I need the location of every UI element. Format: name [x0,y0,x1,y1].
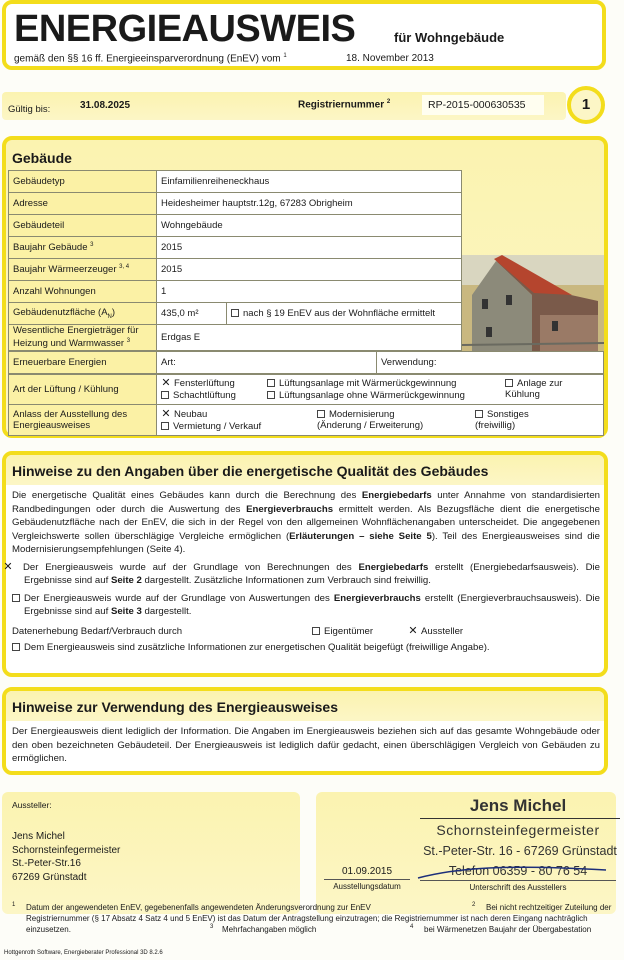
label-construction-year [9,237,157,259]
label-text: Wesentliche Energieträger für Heizung und Warmwasser [13,325,139,350]
renewables-type: Art: [157,352,377,374]
checkbox-icon [161,391,169,399]
value-construction-year: 2015 [157,237,462,259]
data-collection-row [12,622,600,640]
enev-reference [14,53,287,64]
label-heater-year [9,259,157,281]
option-consumption-certificate[interactable]: Der Energieausweis wurde auf der Grundlage von Auswertungen des Energieverbrauchs erstellt (Energieverbrauchsausweis). Die Ergebnisse sind auf Seite 3 dargestellt. [12,592,600,619]
building-photo-cell [462,171,605,351]
checked-x-icon: ✕ [408,624,418,637]
checkbox-icon [317,410,325,418]
option-label: Dem Energieausweis sind zusätzliche Informationen zur energetischen Qualität beigefügt (freiwillige Angabe). [24,641,490,653]
issue-date-label: Ausstellungsdatum [333,882,401,891]
label-building-type: Gebäudetyp [9,171,157,193]
stamp-phone: Telefon 06359 - 80 76 54 [448,864,588,878]
option-cooling[interactable] [505,378,585,400]
checked-x-icon: ✕ [3,560,13,573]
header-box [2,0,606,70]
checkbox-icon [505,379,513,387]
label-text: Baujahr Wärmeerzeuger [13,264,117,276]
issuer-label: Aussteller: [12,800,52,810]
label-text: ) [111,307,116,319]
checkbox-icon [267,391,275,399]
stamp-address: St.-Peter-Str. 16 - 67269 Grünstadt [423,844,617,858]
option-label: Fensterlüftung [174,378,235,389]
option-label: Neubau [174,409,208,420]
option-ventilation-without-recovery[interactable] [267,390,465,401]
value-apartments: 1 [157,281,462,303]
option-owner[interactable] [312,626,373,637]
option-extra-info[interactable] [12,642,600,653]
option-label: Lüftungsanlage mit Wärmerückgewinnung [279,378,457,389]
option-label: Aussteller [421,625,464,637]
footnote-4: bei Wärmenetzen Baujahr der Übergabestation [424,925,592,934]
quality-section [2,451,608,677]
validity-bar [2,92,566,120]
ventilation-options [157,375,604,405]
building-heading: Gebäude [12,150,72,166]
checkbox-icon [12,643,20,651]
building-photo [462,255,604,351]
issuer-street: St.-Peter-Str.16 [12,858,81,869]
data-collection-label: Datenerhebung Bedarf/Verbrauch durch [12,625,183,637]
option-window-ventilation[interactable] [161,378,235,389]
page-number-badge: 1 [567,86,605,124]
option-other[interactable] [475,409,545,431]
option-demand-certificate[interactable]: ✕ Der Energieausweis wurde auf der Grundlage von Berechnungen des Energiebedarfs erstellt (Energiebedarfsausweis). Die Ergebnisse sind auf Seite 2 dargestellt. Zusätzliche Informationen zum Verbrauch sind freiwillig. [3,560,600,586]
value-address: Heidesheimer hauptstr.12g, 67283 Obrigheim [157,193,462,215]
footnote-ref: 3 [90,241,94,248]
option-issuer[interactable] [408,624,463,637]
checkbox-icon [312,627,320,635]
option-label: Eigentümer [324,625,374,637]
option-new-building[interactable] [161,409,207,420]
enev-text: gemäß den §§ 16 ff. Energieeinsparverordnung (EnEV) vom [14,53,281,65]
value-heater-year: 2015 [157,259,462,281]
label-reason: Anlass der Ausstellung des Energieausweises [9,405,157,436]
label-building-part: Gebäudeteil [9,215,157,237]
label-apartments: Anzahl Wohnungen [9,281,157,303]
issuer-title: Schornsteinfegermeister [12,844,121,856]
checkbox-icon [231,309,239,317]
usage-text: Der Energieausweis dient lediglich der Information. Die Angaben im Energieausweis beziehen sich auf das gesamte Wohngebäude oder den oben bezeichneten Gebäudeteil. Der Energieausweis ist lediglich dafür gedacht, einen überschlägigen Vergleich von Gebäuden zu ermöglichen. [12,726,600,764]
issuer-address [12,830,120,884]
option-modernisation[interactable] [317,409,427,431]
registration-label-text: Registriernummer [298,99,385,111]
usage-section [2,687,608,775]
option-label: Lüftungsanlage ohne Wärmerückgewinnung [279,390,465,401]
option-label: Anlage zur Kühlung [505,378,563,400]
quality-intro: Die energetische Qualität eines Gebäudes kann durch die Berechnung des Energiebedarfs unter Annahme von standardisierten Randbedingungen oder durch die Auswertung des Energieverbrauchs ermittelt werden. Als Bezugsfläche dient die energetische Gebäudenutzfläche nach der EnEV, die sich in der Regel von den allgemeinen Wohnflächenangaben unterscheidet. Die angegebenen Vergleichswerte sollen überschlägige Vergleiche ermöglichen (Erläuterungen – siehe Seite 5). Teil des Energieausweises sind die Modernisierungsempfehlungen (Seite 4). [12,490,601,555]
stamp-divider [420,818,620,819]
checkbox-icon [12,594,20,602]
option-label: Modernisierung (Änderung / Erweiterung) [317,409,424,431]
signature-box [316,792,616,914]
checkbox-icon [161,422,169,430]
issuer-box [2,792,300,914]
valid-until-date: 31.08.2025 [80,100,131,111]
document-title: ENERGIEAUSWEIS [14,8,356,50]
footnote-ref: 1 [283,53,287,59]
checkbox-icon [267,379,275,387]
label-sub: N [107,313,112,320]
footnote-ref: 2 [386,99,391,105]
checkbox-label: nach § 19 EnEV aus der Wohnfläche ermittelt [243,308,436,319]
option-shaft-ventilation[interactable] [161,390,236,401]
footnote-1: Datum der angewendeten EnEV, gegebenenfalls angewendeten Änderungsverordnung zur EnEV [26,903,371,912]
issue-date: 01.09.2015 [324,866,410,880]
issuer-city: 67269 Grünstadt [12,871,87,883]
software-credit: Hottgenroth Software, Energieberater Professional 3D 8.2.6 [4,950,163,956]
option-label: Schachtlüftung [173,390,236,401]
label-energy-carrier [9,325,157,351]
value-energy-carrier: Erdgas E [157,325,462,351]
building-section [2,136,608,438]
footnote-3: Mehrfachangaben möglich [222,925,317,934]
option-rent-sale[interactable] [161,421,261,432]
quality-heading: Hinweise zu den Angaben über die energetische Qualität des Gebäudes [12,463,489,479]
stamp-title: Schornsteinfegermeister [436,822,600,838]
value-building-part: Wohngebäude [157,215,462,237]
quality-heading-bar [6,455,604,485]
option-label: Sonstiges (freiwillig) [475,409,529,431]
label-renewables: Erneuerbare Energien [9,352,157,374]
usage-heading-bar [6,691,604,721]
footnotes: $^1$ Datum der angewendeten EnEV, gegebenenfalls angewendeten Änderungsverordnung zur EnEV $^2$ Bei nicht rechtzeitiger Zuteilung der Registriernummer (§ 17 Absatz 4 Satz 4 und 5 EnEV) ist das Datum der Antragstellung einzutragen; die Registriernummer ist nach deren Eingang nachträglich einzusetzen. $^3$ Mehrfachangaben möglich $^4$ bei Wärmenetzen Baujahr der Übergabestation [12,902,612,934]
checkbox-icon [475,410,483,418]
stamp-name: Jens Michel [469,796,567,815]
area-method-checkbox[interactable] [227,303,462,325]
footnote-ref: 3 [126,338,131,345]
label-text: Gebäudenutzfläche (A [13,307,108,319]
registration-number: RP-2015-000630535 [422,95,544,115]
quality-body [3,489,601,653]
checked-x-icon: ✕ [161,408,171,420]
registration-label [298,99,390,110]
option-ventilation-with-recovery[interactable] [267,378,456,389]
building-table [8,170,604,436]
value-usable-area: 435,0 m² [157,303,227,325]
option-label: Vermietung / Verkauf [173,421,262,432]
footnote-2: Bei nicht rechtzeitiger Zuteilung der Registriernummer (§ 17 Absatz 4 Satz 4 und 5 EnEV) ist das Datum der Antragstellung einzutragen; die Registriernummer ist nach deren Eingang nachträglich einzusetzen. [26,903,612,934]
usage-heading: Hinweise zur Verwendung des Energieausweises [12,699,339,715]
renewables-usage: Verwendung: [377,352,604,374]
label-address: Adresse [9,193,157,215]
document-subtitle-type: für Wohngebäude [394,30,505,45]
value-building-type: Einfamilienreiheneckhaus [157,171,462,193]
label-usable-area [9,303,157,325]
signature-line [420,880,616,881]
valid-until-label: Gültig bis: [8,104,51,115]
label-ventilation: Art der Lüftung / Kühlung [9,375,157,405]
enev-date: 18. November 2013 [346,53,434,64]
reason-options [157,405,604,436]
label-text: Baujahr Gebäude [13,242,88,254]
checked-x-icon: ✕ [161,377,171,389]
footnote-ref: 3, 4 [119,263,130,270]
issuer-name: Jens Michel [12,831,65,842]
signature-label: Unterschrift des Ausstellers [469,883,567,892]
